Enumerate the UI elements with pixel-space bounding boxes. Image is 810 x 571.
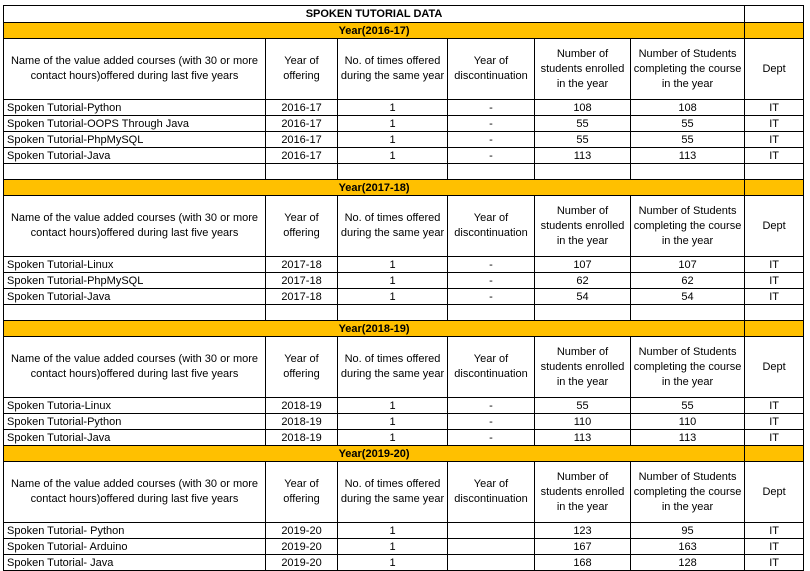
table-cell[interactable]: IT (745, 523, 804, 539)
column-header-row (4, 39, 804, 100)
table-cell[interactable]: - (448, 273, 535, 289)
table-cell[interactable]: Spoken Tutorial-Linux (4, 257, 266, 273)
column-header[interactable]: No. of times offered during the same year (338, 337, 448, 398)
table-cell[interactable]: 2018-19 (266, 398, 338, 414)
column-header-row (4, 462, 804, 523)
spreadsheet (3, 5, 803, 571)
column-header[interactable]: Number of Students completing the course in the year (631, 39, 745, 100)
table-cell[interactable]: 1 (338, 132, 448, 148)
column-header[interactable]: Number of Students completing the course in the year (631, 462, 745, 523)
table-cell[interactable]: - (448, 257, 535, 273)
table-cell[interactable]: 2016-17 (266, 100, 338, 116)
table-cell[interactable]: - (448, 430, 535, 446)
table-cell[interactable]: IT (745, 116, 804, 132)
table-cell[interactable]: Spoken Tutorial- Python (4, 523, 266, 539)
column-header-row (4, 196, 804, 257)
table-cell[interactable] (448, 523, 535, 539)
table-cell[interactable]: Spoken Tutoria-Linux (4, 398, 266, 414)
column-header[interactable]: Name of the value added courses (with 30 or more contact hours)offered during last five years (4, 196, 266, 257)
table-cell[interactable]: 62 (631, 273, 745, 289)
table-cell[interactable]: 55 (535, 398, 631, 414)
column-header[interactable]: Name of the value added courses (with 30 or more contact hours)offered during last five years (4, 337, 266, 398)
table-cell[interactable]: Spoken Tutorial-OOPS Through Java (4, 116, 266, 132)
table-cell[interactable]: IT (745, 289, 804, 305)
title-row (4, 6, 804, 23)
column-header[interactable]: Dept (745, 462, 804, 523)
table-row (4, 414, 804, 430)
table-cell[interactable]: Spoken Tutorial-Python (4, 100, 266, 116)
year-band-dept-cell[interactable] (745, 446, 804, 462)
table-cell[interactable]: 110 (631, 414, 745, 430)
table-cell[interactable]: - (448, 148, 535, 164)
table-cell[interactable]: 55 (631, 132, 745, 148)
table-cell[interactable]: 107 (631, 257, 745, 273)
table-cell[interactable]: 1 (338, 273, 448, 289)
blank-row (4, 164, 804, 180)
table-cell[interactable]: 2018-19 (266, 430, 338, 446)
column-header[interactable]: No. of times offered during the same year (338, 196, 448, 257)
table-cell[interactable]: IT (745, 148, 804, 164)
column-header[interactable]: Year of offering (266, 337, 338, 398)
table-cell[interactable]: 2017-18 (266, 273, 338, 289)
table-row (4, 257, 804, 273)
table-cell[interactable]: 168 (535, 555, 631, 571)
table-cell[interactable]: - (448, 116, 535, 132)
year-band-row (4, 446, 804, 462)
empty-cell[interactable] (448, 164, 535, 180)
sheet-title[interactable]: SPOKEN TUTORIAL DATA (4, 6, 745, 23)
table-cell[interactable]: 108 (535, 100, 631, 116)
table-cell[interactable]: 108 (631, 100, 745, 116)
empty-cell[interactable] (338, 305, 448, 321)
table-cell[interactable]: - (448, 398, 535, 414)
empty-cell[interactable] (448, 305, 535, 321)
year-band-dept-cell[interactable] (745, 321, 804, 337)
table-cell[interactable]: 1 (338, 430, 448, 446)
column-header[interactable]: Number of students enrolled in the year (535, 462, 631, 523)
table-cell[interactable]: Spoken Tutorial- Arduino (4, 539, 266, 555)
table-cell[interactable]: - (448, 414, 535, 430)
column-header[interactable]: Number of students enrolled in the year (535, 196, 631, 257)
table-cell[interactable]: 55 (631, 116, 745, 132)
table-cell[interactable]: 163 (631, 539, 745, 555)
column-header[interactable]: Year of discontinuation (448, 39, 535, 100)
table-cell[interactable]: 54 (535, 289, 631, 305)
empty-cell[interactable] (745, 164, 804, 180)
table-row (4, 523, 804, 539)
table-row (4, 116, 804, 132)
table-cell[interactable]: 1 (338, 100, 448, 116)
table-row (4, 289, 804, 305)
table-row (4, 148, 804, 164)
table-cell[interactable]: Spoken Tutorial-Python (4, 414, 266, 430)
table-cell[interactable]: - (448, 132, 535, 148)
table-cell[interactable]: 2017-18 (266, 257, 338, 273)
empty-cell[interactable] (338, 164, 448, 180)
table-cell[interactable]: 1 (338, 414, 448, 430)
column-header[interactable]: Dept (745, 196, 804, 257)
table-cell[interactable]: 2017-18 (266, 289, 338, 305)
table-row (4, 555, 804, 571)
column-header[interactable]: No. of times offered during the same year (338, 39, 448, 100)
table-cell[interactable]: 62 (535, 273, 631, 289)
table-cell[interactable]: 1 (338, 116, 448, 132)
table-cell[interactable]: 55 (535, 132, 631, 148)
blank-row (4, 305, 804, 321)
empty-cell[interactable] (631, 164, 745, 180)
year-band-row (4, 321, 804, 337)
year-band-row (4, 23, 804, 39)
column-header[interactable]: Year of discontinuation (448, 462, 535, 523)
table-cell[interactable]: 2016-17 (266, 132, 338, 148)
table-row (4, 398, 804, 414)
table-cell[interactable]: IT (745, 100, 804, 116)
table-cell[interactable] (448, 555, 535, 571)
column-header[interactable]: Name of the value added courses (with 30 or more contact hours)offered during last five years (4, 462, 266, 523)
table-cell[interactable]: IT (745, 430, 804, 446)
title-dept-cell[interactable] (745, 6, 804, 23)
column-header[interactable]: Number of Students completing the course in the year (631, 337, 745, 398)
table-cell[interactable]: 1 (338, 555, 448, 571)
table-cell[interactable]: Spoken Tutorial-Java (4, 289, 266, 305)
table-cell[interactable] (448, 539, 535, 555)
table-row (4, 132, 804, 148)
empty-cell[interactable] (266, 164, 338, 180)
table-row (4, 273, 804, 289)
table-cell[interactable]: IT (745, 414, 804, 430)
table-cell[interactable]: IT (745, 555, 804, 571)
table-cell[interactable]: 54 (631, 289, 745, 305)
table-cell[interactable]: 2016-17 (266, 148, 338, 164)
table-cell[interactable]: 2019-20 (266, 523, 338, 539)
year-band-dept-cell[interactable] (745, 180, 804, 196)
empty-cell[interactable] (266, 305, 338, 321)
year-label[interactable]: Year(2019-20) (4, 446, 745, 462)
table-cell[interactable]: Spoken Tutorial-Java (4, 148, 266, 164)
column-header[interactable]: Dept (745, 39, 804, 100)
empty-cell[interactable] (535, 305, 631, 321)
table-cell[interactable]: 113 (535, 148, 631, 164)
empty-cell[interactable] (4, 305, 266, 321)
column-header[interactable]: Number of students enrolled in the year (535, 337, 631, 398)
table-cell[interactable]: 113 (631, 430, 745, 446)
table-cell[interactable]: 123 (535, 523, 631, 539)
column-header[interactable]: No. of times offered during the same year (338, 462, 448, 523)
column-header[interactable]: Year of offering (266, 196, 338, 257)
table-cell[interactable]: 1 (338, 289, 448, 305)
empty-cell[interactable] (631, 305, 745, 321)
table-cell[interactable]: 113 (535, 430, 631, 446)
year-label[interactable]: Year(2017-18) (4, 180, 745, 196)
table-cell[interactable]: 2019-20 (266, 539, 338, 555)
table-cell[interactable]: 2016-17 (266, 116, 338, 132)
table-cell[interactable]: Spoken Tutorial-Java (4, 430, 266, 446)
table-cell[interactable]: 1 (338, 539, 448, 555)
table-row (4, 100, 804, 116)
table-cell[interactable]: Spoken Tutorial-PhpMySQL (4, 132, 266, 148)
table-cell[interactable]: - (448, 100, 535, 116)
year-band-row (4, 180, 804, 196)
table-cell[interactable]: 2019-20 (266, 555, 338, 571)
column-header[interactable]: Number of Students completing the course in the year (631, 196, 745, 257)
year-band-dept-cell[interactable] (745, 23, 804, 39)
empty-cell[interactable] (4, 164, 266, 180)
table-cell[interactable]: 2018-19 (266, 414, 338, 430)
column-header[interactable]: Year of discontinuation (448, 337, 535, 398)
table-cell[interactable]: IT (745, 398, 804, 414)
empty-cell[interactable] (535, 164, 631, 180)
table-cell[interactable]: - (448, 289, 535, 305)
year-label[interactable]: Year(2018-19) (4, 321, 745, 337)
table-cell[interactable]: 1 (338, 523, 448, 539)
spoken-tutorial-table (3, 5, 804, 571)
column-header[interactable]: Year of discontinuation (448, 196, 535, 257)
table-cell[interactable]: 95 (631, 523, 745, 539)
column-header[interactable]: Dept (745, 337, 804, 398)
column-header[interactable]: Name of the value added courses (with 30 or more contact hours)offered during last five years (4, 39, 266, 100)
table-cell[interactable]: 107 (535, 257, 631, 273)
table-cell[interactable]: 1 (338, 257, 448, 273)
table-cell[interactable]: IT (745, 273, 804, 289)
column-header[interactable]: Number of students enrolled in the year (535, 39, 631, 100)
table-cell[interactable]: 55 (535, 116, 631, 132)
table-cell[interactable]: Spoken Tutorial-PhpMySQL (4, 273, 266, 289)
table-row (4, 430, 804, 446)
table-cell[interactable]: 110 (535, 414, 631, 430)
table-cell[interactable]: 113 (631, 148, 745, 164)
table-cell[interactable]: 1 (338, 398, 448, 414)
table-cell[interactable]: 55 (631, 398, 745, 414)
table-cell[interactable]: 128 (631, 555, 745, 571)
year-label[interactable]: Year(2016-17) (4, 23, 745, 39)
column-header[interactable]: Year of offering (266, 462, 338, 523)
table-cell[interactable]: IT (745, 539, 804, 555)
table-cell[interactable]: 1 (338, 148, 448, 164)
table-row (4, 539, 804, 555)
empty-cell[interactable] (745, 305, 804, 321)
table-cell[interactable]: 167 (535, 539, 631, 555)
column-header[interactable]: Year of offering (266, 39, 338, 100)
column-header-row (4, 337, 804, 398)
table-cell[interactable]: IT (745, 132, 804, 148)
table-cell[interactable]: IT (745, 257, 804, 273)
table-cell[interactable]: Spoken Tutorial- Java (4, 555, 266, 571)
